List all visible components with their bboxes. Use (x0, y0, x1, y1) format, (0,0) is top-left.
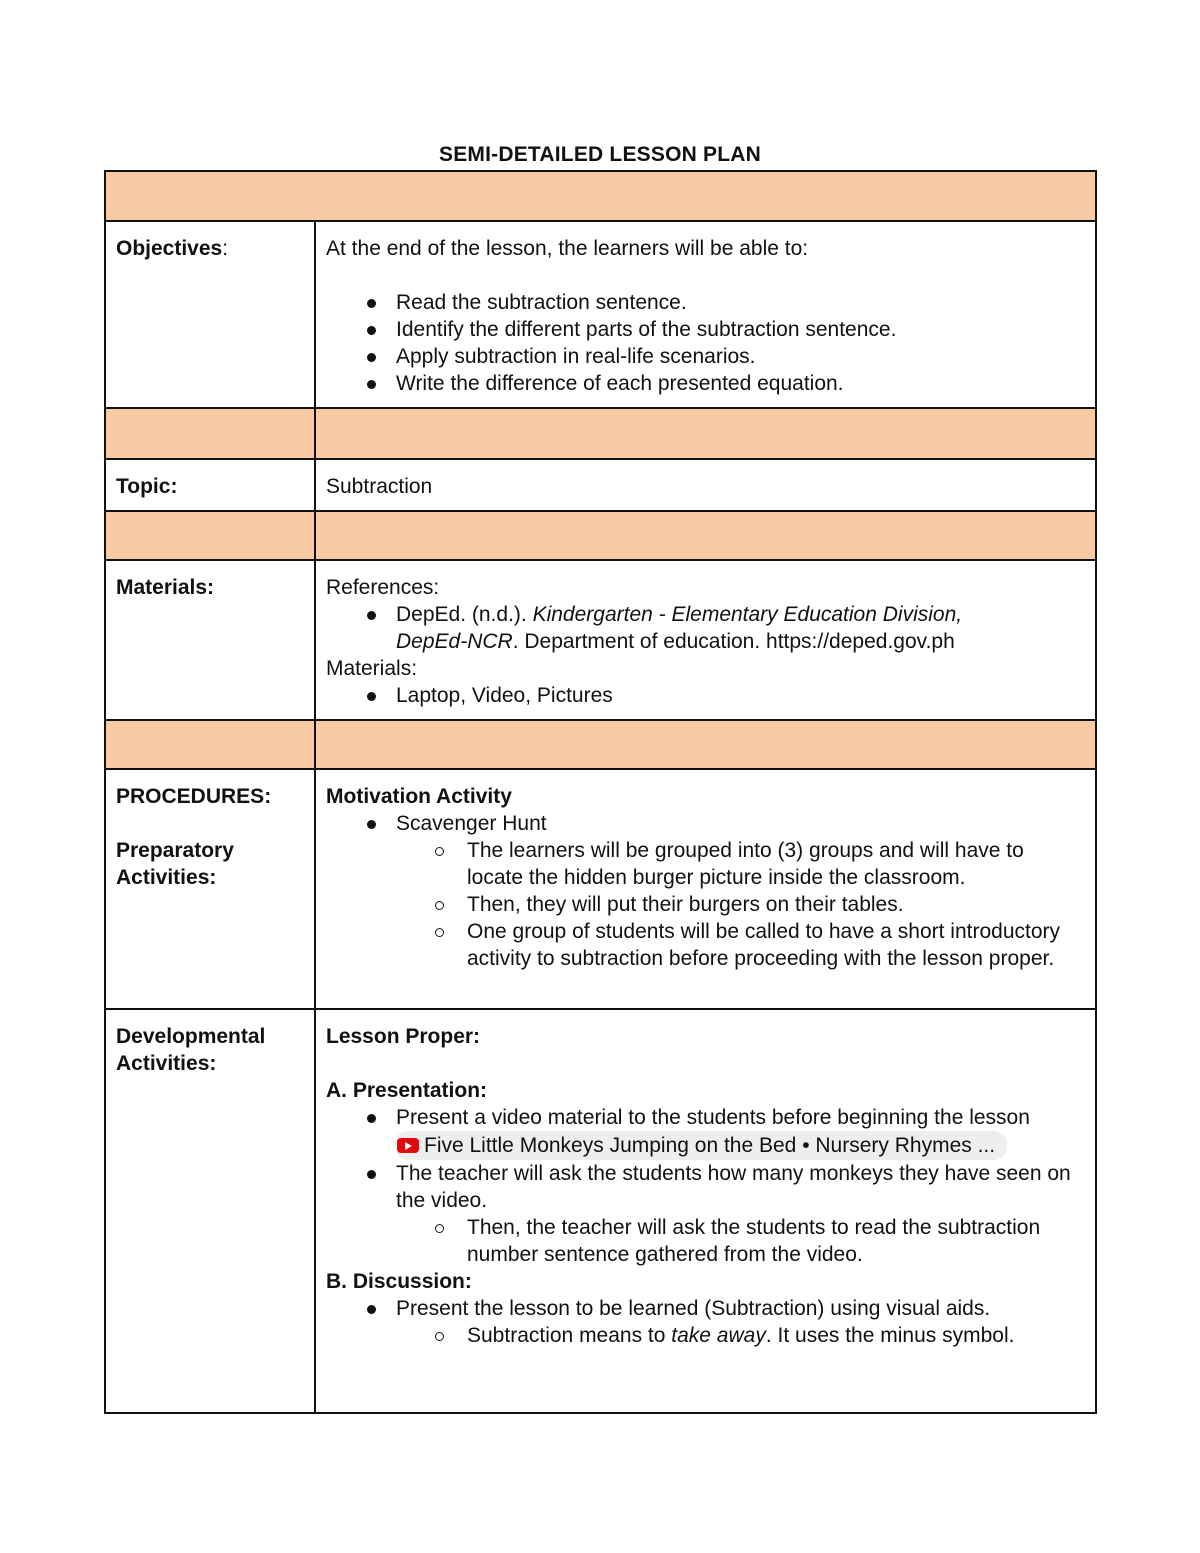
objectives-content (315, 221, 1096, 408)
discussion-heading: B. Discussion: (326, 1270, 472, 1293)
header-band-row (105, 171, 1096, 221)
band-cell (105, 408, 315, 459)
band-cell (315, 720, 1096, 769)
topic-value: Subtraction (315, 459, 1096, 511)
list-item: Laptop, Video, Pictures (326, 682, 1085, 709)
band-row (105, 408, 1096, 459)
list-item: Identify the different parts of the subtraction sentence. (326, 316, 1085, 343)
materials-label: Materials: (105, 560, 315, 720)
page-title: SEMI-DETAILED LESSON PLAN (439, 143, 761, 166)
topic-label: Topic: (105, 459, 315, 511)
list-item: Then, the teacher will ask the students to read the subtraction number sentence gathered from the video. (326, 1214, 1085, 1268)
lesson-proper-heading: Lesson Proper: (326, 1025, 481, 1048)
video-link-chip[interactable] (395, 1131, 1007, 1160)
references-list (326, 601, 1085, 655)
youtube-icon (397, 1138, 419, 1153)
list-item: Apply subtraction in real-life scenarios. (326, 343, 1085, 370)
list-item: Present a video material to the students before beginning the lesson Five Little Monkeys Jumping on the Bed • Nursery Rhymes ... (326, 1104, 1085, 1160)
reference-item: DepEd. (n.d.). Kindergarten - Elementary Education Division, DepEd-NCR. Department of education. https://deped.gov.ph (326, 601, 1085, 655)
objectives-intro: At the end of the lesson, the learners will be able to: (326, 237, 809, 260)
materials-row (105, 560, 1096, 720)
lesson-plan-table (104, 170, 1097, 1414)
list-item: Write the difference of each presented equation. (326, 370, 1085, 397)
procedures-label: PROCEDURES: Preparatory Activities: (105, 769, 315, 1009)
objectives-row (105, 221, 1096, 408)
header-band-cell (105, 171, 1096, 221)
objectives-list (326, 289, 1085, 397)
list-item: One group of students will be called to have a short introductory activity to subtraction before proceeding with the lesson proper. (326, 918, 1085, 972)
preparatory-label: Preparatory (116, 839, 234, 862)
band-cell (315, 511, 1096, 560)
list-item: Then, they will put their burgers on their tables. (326, 891, 1085, 918)
topic-row (105, 459, 1096, 511)
activity-item: Scavenger Hunt (326, 810, 1085, 837)
video-link-text[interactable]: Five Little Monkeys Jumping on the Bed • Nursery Rhymes ... (424, 1134, 996, 1157)
list-item: Read the subtraction sentence. (326, 289, 1085, 316)
procedures-row (105, 769, 1096, 1009)
list-item: The teacher will ask the students how many monkeys they have seen on the video. (326, 1160, 1085, 1214)
band-row (105, 720, 1096, 769)
motivation-heading: Motivation Activity (326, 785, 512, 808)
developmental-label: Developmental Activities: (105, 1009, 315, 1413)
procedures-content (315, 769, 1096, 1009)
band-cell (105, 720, 315, 769)
band-cell (315, 408, 1096, 459)
list-item: Subtraction means to take away. It uses the minus symbol. (326, 1322, 1085, 1349)
materials-list (326, 682, 1085, 709)
developmental-content (315, 1009, 1096, 1413)
developmental-row (105, 1009, 1096, 1413)
band-row (105, 511, 1096, 560)
band-cell (105, 511, 315, 560)
list-item: The learners will be grouped into (3) groups and will have to locate the hidden burger picture inside the classroom. (326, 837, 1085, 891)
presentation-heading: A. Presentation: (326, 1079, 488, 1102)
list-item: Present the lesson to be learned (Subtraction) using visual aids. (326, 1295, 1085, 1322)
references-heading: References: (326, 576, 440, 599)
materials-heading: Materials: (326, 657, 418, 680)
objectives-label: Objectives: (105, 221, 315, 408)
materials-content (315, 560, 1096, 720)
